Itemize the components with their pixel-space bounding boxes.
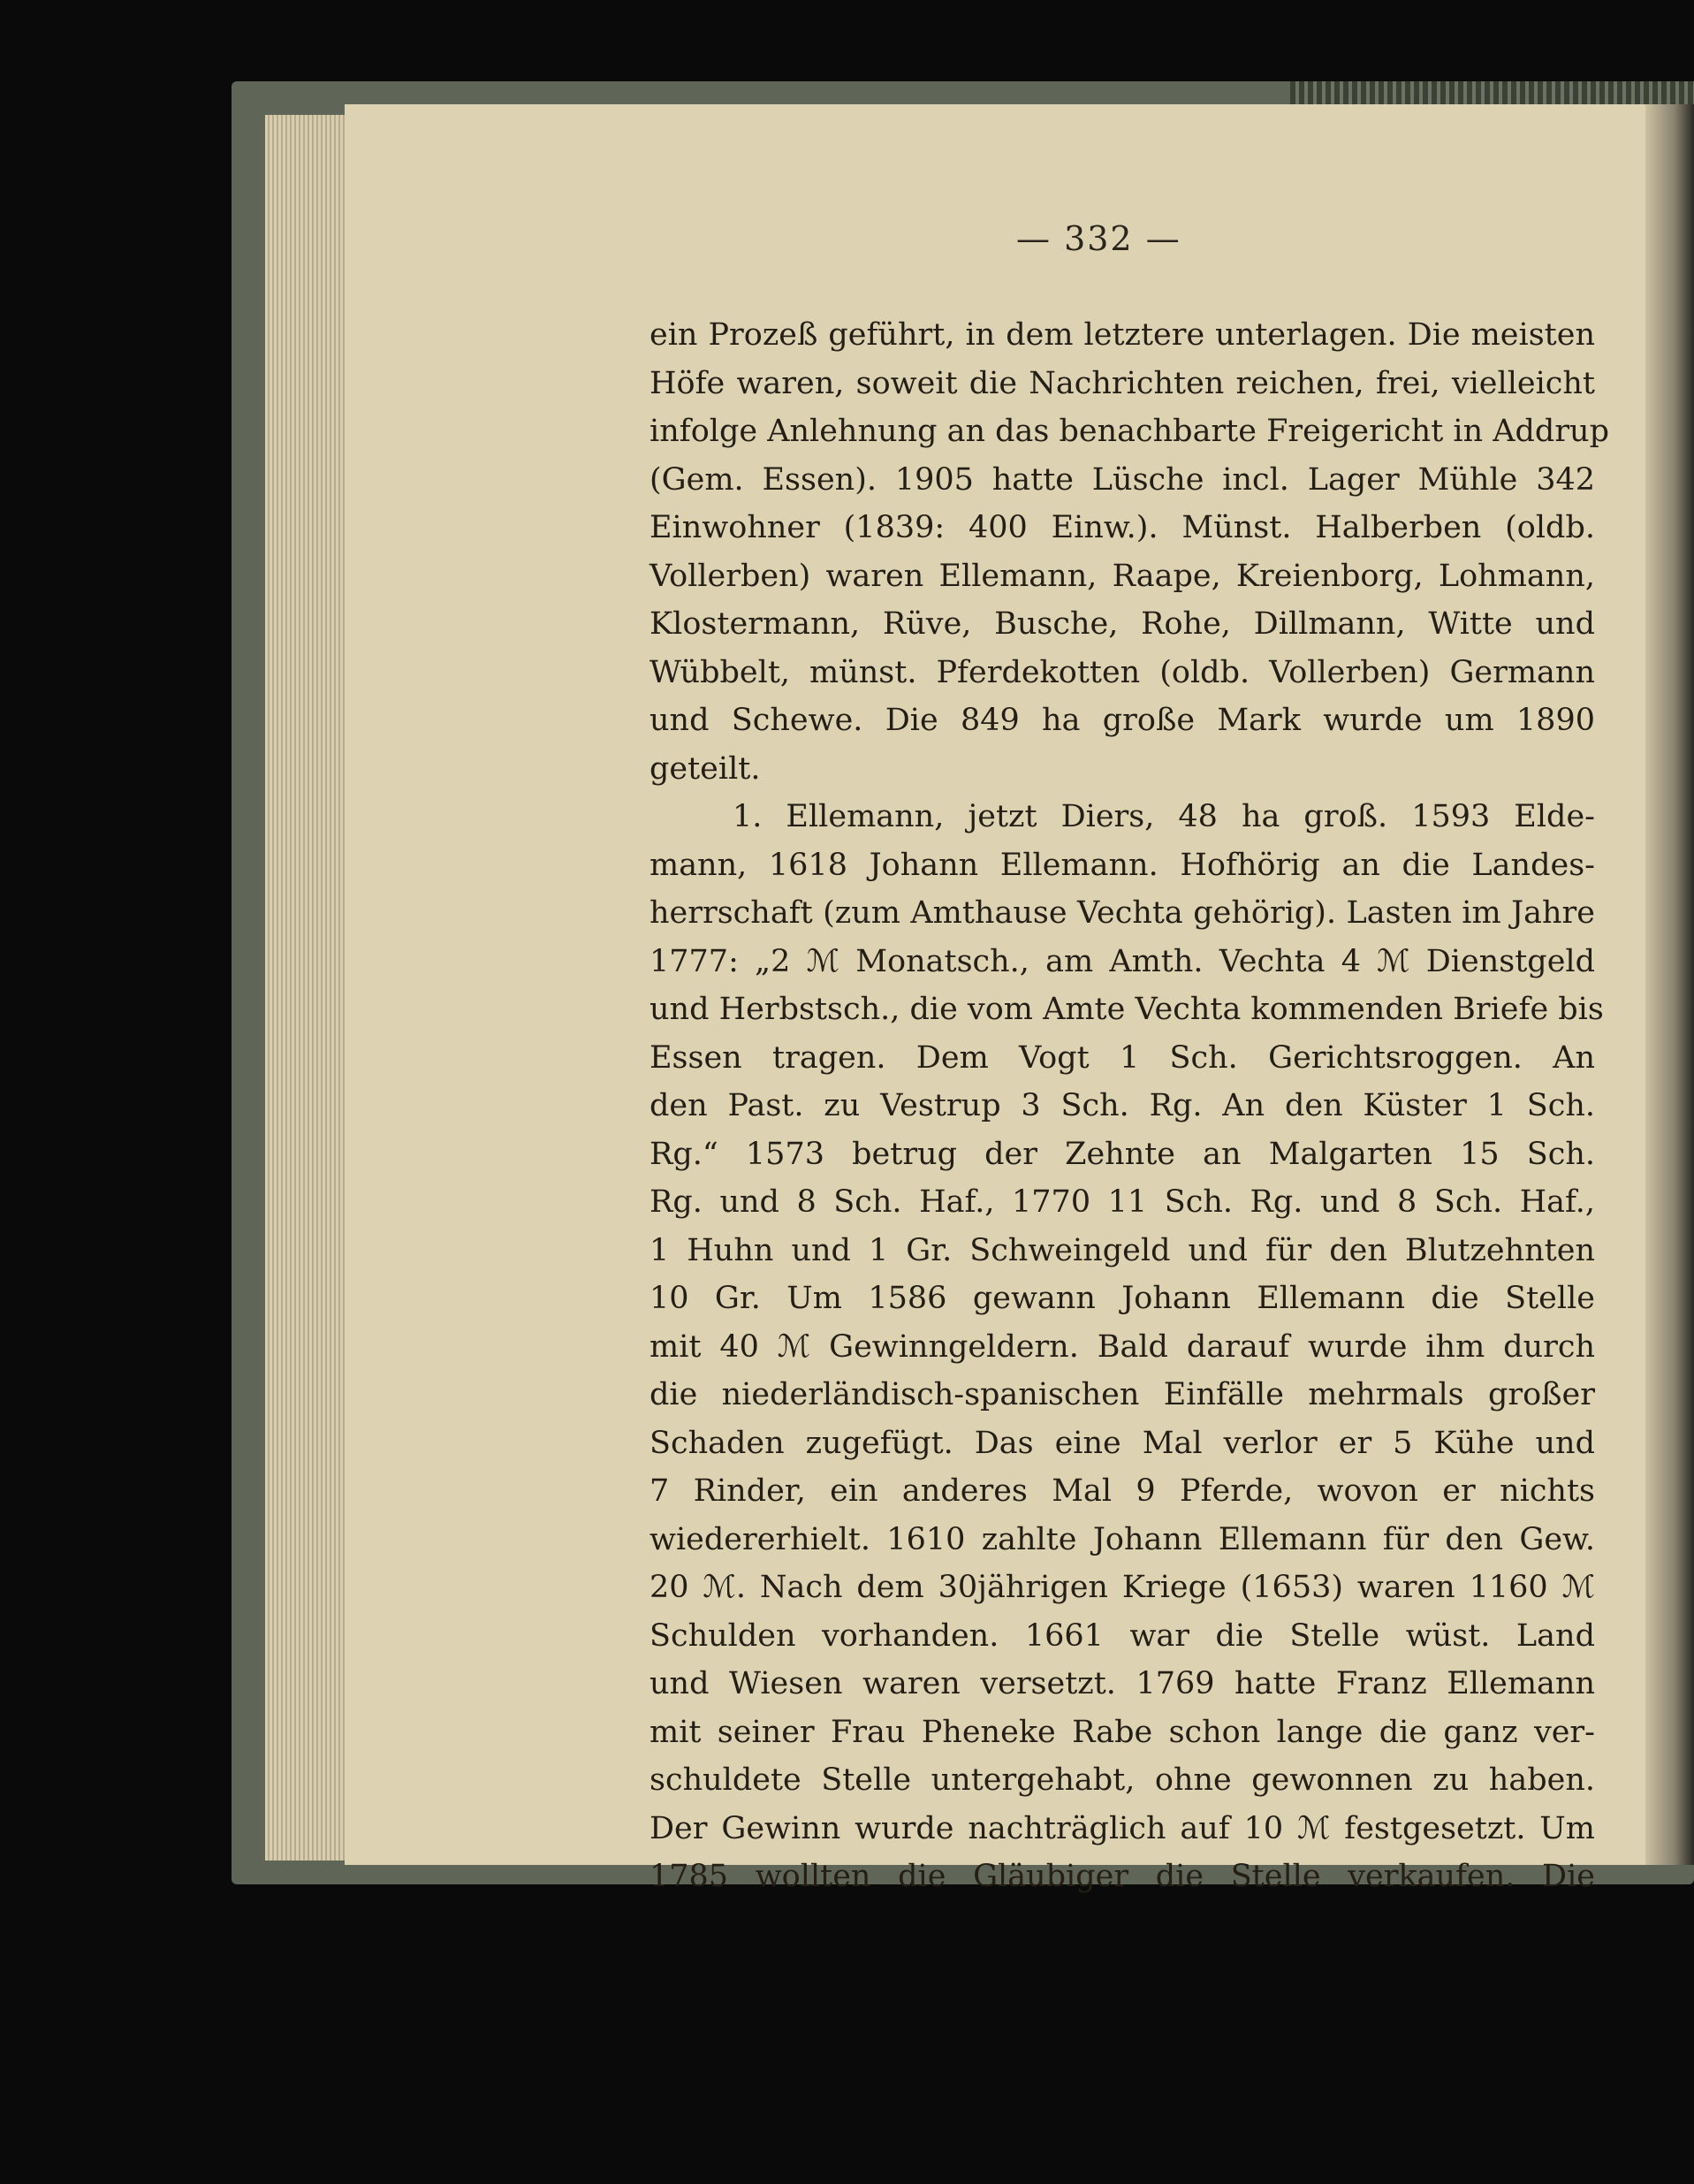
text-line: den Past. zu Vestrup 3 Sch. Rg. An den Küster 1 Sch. [649, 1088, 1595, 1123]
text-line: wiedererhielt. 1610 zahlte Johann Ellemann für den Gew. [649, 1521, 1595, 1557]
text-line: 1. Ellemann, jetzt Diers, 48 ha groß. 1593 Elde- [733, 799, 1595, 834]
text-line: Schaden zugefügt. Das eine Mal verlor er 5 Kühe und [649, 1425, 1595, 1461]
page-body-text [649, 311, 1610, 1901]
text-line: 1785 wollten die Gläubiger die Stelle verkaufen. Die [649, 1859, 1595, 1894]
text-line: Schulden vorhanden. 1661 war die Stelle wüst. Land [649, 1617, 1595, 1654]
text-line: 20 ℳ. Nach dem 30jährigen Kriege (1653) waren 1160 ℳ [649, 1570, 1595, 1605]
text-line: mit 40 ℳ Gewinngeldern. Bald darauf wurde ihm durch [649, 1328, 1595, 1365]
text-line: Essen tragen. Dem Vogt 1 Sch. Gerichtsroggen. An [649, 1039, 1595, 1076]
text-line: Rg.“ 1573 betrug der Zehnte an Malgarten 15 Sch. [649, 1136, 1595, 1172]
text-line: 7 Rinder, ein anderes Mal 9 Pferde, wovon er nichts [649, 1473, 1595, 1509]
text-line: Wübbelt, münst. Pferdekotten (oldb. Vollerben) Germann [649, 654, 1595, 690]
text-line: schuldete Stelle untergehabt, ohne gewonnen zu haben. [649, 1762, 1595, 1798]
page-number-header: — 332 — [1016, 219, 1181, 258]
text-line: Klostermann, Rüve, Busche, Rohe, Dillmann, Witte und [649, 606, 1595, 642]
text-line: und Wiesen waren versetzt. 1769 hatte Franz Ellemann [649, 1666, 1595, 1701]
text-line: 1777: „2 ℳ Monatsch., am Amth. Vechta 4 ℳ Dienstgeld [649, 943, 1595, 979]
text-line: Rg. und 8 Sch. Haf., 1770 11 Sch. Rg. und 8 Sch. Haf., [649, 1184, 1595, 1220]
text-line: und Herbstsch., die vom Amte Vechta kommenden Briefe bis [649, 992, 1604, 1027]
text-line: mit seiner Frau Pheneke Rabe schon lange die ganz ver- [649, 1714, 1595, 1750]
text-line: die niederländisch-spanischen Einfälle mehrmals großer [649, 1377, 1595, 1412]
text-line: herrschaft (zum Amthause Vechta gehörig). Lasten im Jahre [649, 895, 1595, 931]
book-gutter [1645, 104, 1694, 1865]
text-line: Der Gewinn wurde nachträglich auf 10 ℳ festgesetzt. Um [649, 1810, 1595, 1846]
text-line: 10 Gr. Um 1586 gewann Johann Ellemann die Stelle [649, 1281, 1595, 1316]
text-line: geteilt. [649, 750, 761, 787]
text-line: Vollerben) waren Ellemann, Raape, Kreienborg, Lohmann, [649, 558, 1595, 594]
text-line: Höfe waren, soweit die Nachrichten reichen, frei, vielleicht [649, 365, 1595, 401]
text-line: ein Prozeß geführt, in dem letztere unterlagen. Die meisten [649, 317, 1595, 353]
text-line: (Gem. Essen). 1905 hatte Lüsche incl. Lager Mühle 342 [649, 461, 1595, 498]
text-line: mann, 1618 Johann Ellemann. Hofhörig an die Landes- [649, 847, 1595, 883]
text-line: 1 Huhn und 1 Gr. Schweingeld und für den Blutzehnten [649, 1232, 1595, 1268]
page-edges [265, 115, 353, 1861]
text-line: und Schewe. Die 849 ha große Mark wurde um 1890 [649, 703, 1595, 738]
text-line: infolge Anlehnung an das benachbarte Freigericht in Addrup [649, 414, 1610, 449]
text-line: Einwohner (1839: 400 Einw.). Münst. Halberben (oldb. [649, 510, 1595, 545]
